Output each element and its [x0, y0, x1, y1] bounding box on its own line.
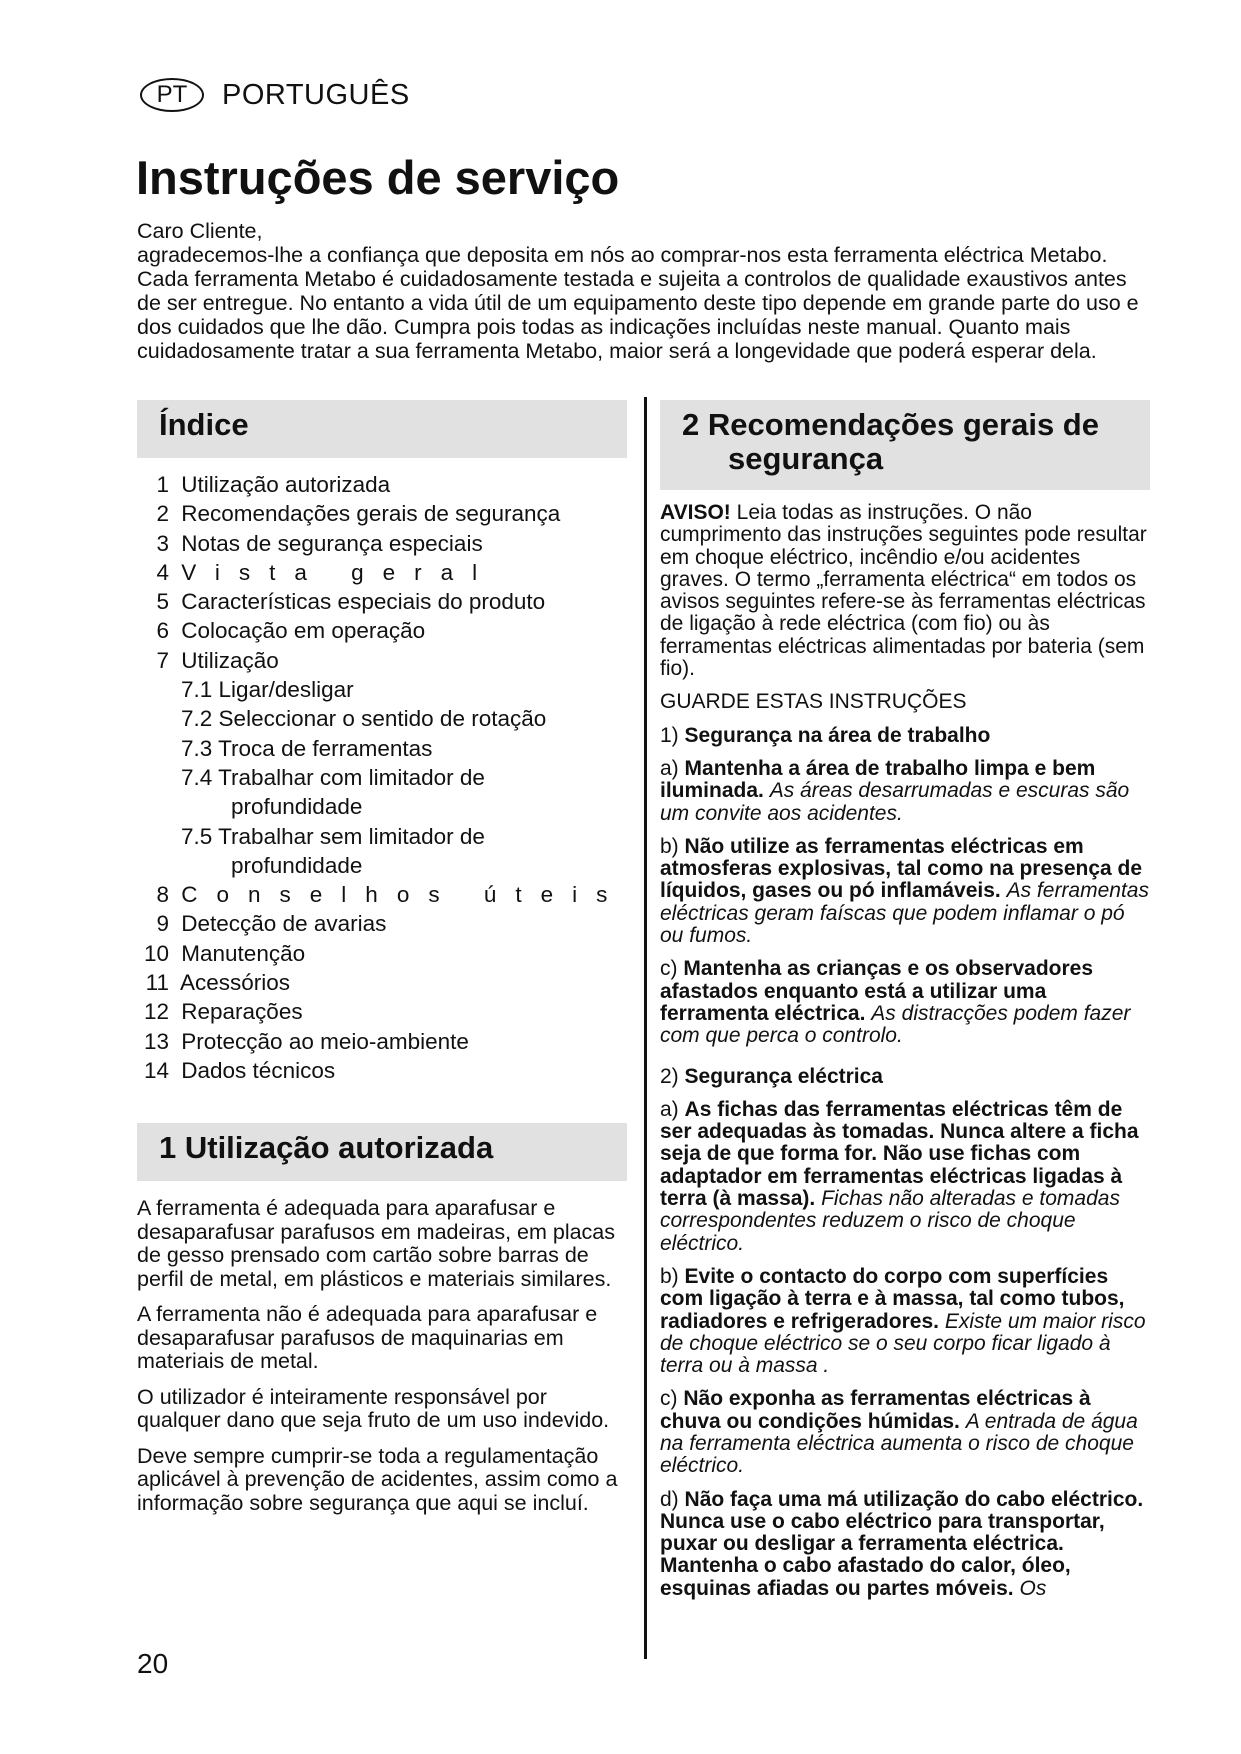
language-code-badge: PT	[140, 78, 204, 112]
toc-item-label: Conselhos úteis	[181, 882, 627, 908]
toc-item	[137, 704, 627, 733]
toc-item	[137, 529, 627, 558]
safety-item-explanation: Fichas não alteradas e tomadas correspondentes reduzem o risco de choque eléctrico.	[660, 1187, 1120, 1255]
safety-item	[660, 1388, 1150, 1477]
language-name: PORTUGUÊS	[222, 78, 410, 111]
toc-item-number: 3	[156, 530, 169, 556]
safety-item-rule: Não faça uma má utilização do cabo eléctrico. Nunca use o cabo eléctrico para transportar, puxar ou desligar a ferramenta eléctrica. Mantenha o cabo afastado do calor, óleo, esquinas afiadas ou partes móveis.	[660, 1487, 1144, 1600]
section2-heading-line2: segurança	[728, 441, 884, 476]
toc-item	[137, 675, 627, 704]
subsection-2-label: Segurança eléctrica	[684, 1064, 883, 1088]
toc-item-continuation: profundidade	[231, 794, 363, 820]
toc-item-number: 7.3	[181, 735, 213, 761]
toc-item	[137, 734, 627, 763]
toc-item	[137, 822, 627, 851]
toc-item-label: Troca de ferramentas	[218, 735, 433, 761]
safety-item-rule: Não utilize as ferramentas eléctricas em atmosferas explosivas, tal como na presença de líquidos, gases ou pó inflamáveis.	[660, 834, 1143, 903]
page-title: Instruções de serviço	[136, 151, 620, 204]
column-divider	[644, 397, 647, 1659]
right-column	[660, 400, 1150, 1611]
toc-item-label: Protecção ao meio-ambiente	[181, 1028, 469, 1054]
toc-heading-box	[137, 400, 627, 458]
subsection-1-label: Segurança na área de trabalho	[684, 723, 991, 747]
safety-item	[660, 836, 1150, 947]
toc-item-label: Seleccionar o sentido de rotação	[218, 706, 547, 732]
toc-item-number: 1	[156, 472, 169, 497]
section1-paragraph: O utilizador é inteiramente responsável por qualquer dano que seja fruto de um uso indevido.	[137, 1384, 610, 1433]
safety-item-explanation: As distracções podem fazer com que perca o controlo.	[660, 1001, 1131, 1048]
section1-body	[137, 1197, 627, 1515]
safety-item	[660, 1489, 1150, 1600]
toc-item-number: 7	[156, 647, 169, 673]
section2-heading	[682, 408, 1150, 476]
safety-item-rule: Não exponha as ferramentas eléctricas à chuva ou condições húmidas.	[660, 1387, 1091, 1433]
safety-item-letter: b)	[660, 1264, 679, 1288]
safety-item-letter: c)	[660, 957, 678, 981]
toc-item-number: 7.1	[181, 677, 213, 703]
toc-item	[137, 470, 627, 499]
toc-item-label: Trabalhar sem limitador de	[218, 823, 485, 849]
safety-item-explanation: As ferramentas eléctricas geram faíscas que podem inflamar o pó ou fumos.	[660, 879, 1149, 948]
safety-item-letter: d)	[660, 1487, 679, 1511]
page-number: 20	[137, 1648, 169, 1679]
toc-item-label: Manutenção	[181, 940, 306, 966]
safety-item	[660, 1099, 1150, 1255]
section1-heading: 1 Utilização autorizada	[159, 1130, 494, 1166]
toc-item	[137, 880, 627, 909]
toc-item-number: 2	[156, 501, 169, 527]
toc-item-number: 7.5	[181, 823, 213, 849]
subsection-2-number: 2)	[660, 1064, 679, 1088]
toc-item-label: Reparações	[181, 999, 303, 1025]
toc-item-number: 8	[156, 882, 169, 908]
toc-item	[137, 558, 627, 587]
keep-instructions: GUARDE ESTAS INSTRUÇÕES	[660, 690, 967, 714]
safety-item-rule: Mantenha a área de trabalho limpa e bem iluminada.	[660, 756, 1096, 803]
toc-item	[137, 1027, 627, 1056]
warning-text: Leia todas as instruções. O não cumprimento das instruções seguintes pode resultar em choque eléctrico, incêndio e/ou acidentes graves. O termo „ferramenta eléctrica“ em todos os avisos seguintes refere-se às ferramentas eléctricas de ligação à rede eléctrica (com fio) ou às ferramentas eléctricas alimentadas por bateria (sem fio).	[660, 501, 1147, 681]
safety-item-explanation: A entrada de água na ferramenta eléctrica aumenta o risco de choque eléctrico.	[660, 1409, 1138, 1478]
safety-item-explanation: As áreas desarrumadas e escuras são um convite aos acidentes.	[660, 779, 1130, 825]
toc-item-number: 6	[156, 618, 169, 644]
toc-item-number: 13	[143, 1028, 169, 1054]
subsection-2-title	[660, 1066, 1150, 1088]
toc-item	[137, 499, 627, 528]
warning-paragraph	[660, 502, 1150, 680]
toc-item-label: Recomendações gerais de segurança	[181, 501, 561, 527]
language-indicator	[140, 78, 410, 112]
intro-paragraph: agradecemos-lhe a confiança que deposita em nós ao comprar-nos esta ferramenta eléctrica Metabo. Cada ferramenta Metabo é cuidadosamente testada e sujeita a controlos de qualidade exaustivos antes de ser entregue. No entanto a vida útil de um equipamento deste tipo depende em grande parte do uso e dos cuidados que lhe dão. Cumpra pois todas as indicações incluídas neste manual. Quanto mais cuidadosamente tratar a sua ferramenta Metabo, maior será a longevidade que poderá esperar dela.	[137, 243, 1139, 363]
safety-item-letter: a)	[660, 1097, 679, 1121]
toc-item	[137, 616, 627, 645]
section2-heading-line1: 2 Recomendações gerais de	[682, 407, 1099, 442]
toc-item-number: 10	[143, 940, 169, 966]
toc-item-label: Características especiais do produto	[181, 589, 546, 615]
intro-text	[137, 219, 1147, 363]
toc-item-label: Vista geral	[181, 559, 497, 585]
toc-item-label: Detecção de avarias	[181, 911, 387, 937]
section1-paragraph: Deve sempre cumprir-se toda a regulamentação aplicável à prevenção de acidentes, assim como a informação sobre segurança que aqui se incluí.	[137, 1443, 618, 1515]
toc-item	[137, 997, 627, 1026]
safety-item-explanation: Existe um maior risco de choque eléctrico se o seu corpo ficar ligado à terra ou à massa .	[660, 1309, 1146, 1378]
section2-body	[660, 502, 1150, 1600]
warning-label: AVISO!	[660, 501, 731, 524]
toc-item	[137, 1056, 627, 1085]
subsection-1-list	[660, 758, 1150, 1048]
toc-item-number: 5	[156, 589, 169, 615]
toc-item-label: Ligar/desligar	[218, 677, 354, 703]
safety-item	[660, 758, 1150, 825]
toc-item-continuation: profundidade	[231, 852, 363, 878]
safety-item	[660, 1266, 1150, 1377]
toc-item-label: Utilização	[181, 647, 279, 673]
toc-item	[137, 939, 627, 968]
subsection-2-list	[660, 1099, 1150, 1600]
toc-item-number: 4	[156, 559, 169, 585]
subsection-1-number: 1)	[660, 723, 679, 747]
safety-item-letter: c)	[660, 1387, 678, 1411]
toc-item	[137, 968, 627, 997]
table-of-contents	[137, 470, 627, 1085]
safety-item-letter: b)	[660, 834, 679, 858]
safety-item	[660, 958, 1150, 1047]
toc-item-label: Utilização autorizada	[181, 472, 391, 497]
toc-item-label: Dados técnicos	[181, 1057, 336, 1083]
safety-item-rule: Mantenha as crianças e os observadores afastados enquanto está a utilizar uma ferramenta eléctrica.	[660, 957, 1094, 1025]
toc-item	[137, 909, 627, 938]
section1-heading-box	[137, 1123, 627, 1181]
safety-item-letter: a)	[660, 756, 679, 780]
section2-heading-box	[660, 400, 1150, 490]
toc-item-label: Notas de segurança especiais	[181, 530, 483, 556]
intro-salutation: Caro Cliente,	[137, 219, 263, 243]
toc-item-label: Acessórios	[180, 970, 291, 996]
left-column	[137, 400, 627, 1527]
safety-item-rule: Evite o contacto do corpo com superfícies com ligação à terra e à massa, tal como tubos, radiadores e refrigeradores.	[660, 1264, 1125, 1333]
toc-item-label: Trabalhar com limitador de	[218, 764, 485, 790]
toc-item	[137, 646, 627, 675]
section1-paragraph: A ferramenta não é adequada para aparafusar e desaparafusar parafusos de maquinarias em materiais de metal.	[137, 1302, 598, 1374]
toc-item	[137, 763, 627, 792]
toc-item	[137, 587, 627, 616]
toc-item-number: 11	[145, 970, 169, 996]
toc-item-number: 7.4	[181, 764, 213, 790]
toc-item-number: 12	[143, 999, 169, 1025]
toc-item-number: 7.2	[181, 706, 213, 732]
toc-item-label: Colocação em operação	[181, 618, 426, 644]
subsection-1-title	[660, 725, 1150, 747]
safety-item-rule: As fichas das ferramentas eléctricas têm de ser adequadas às tomadas. Nunca altere a ficha seja de que forma for. Não use fichas com adaptador em ferramentas eléctricas ligadas à terra (à massa).	[660, 1097, 1139, 1211]
toc-item-number: 14	[143, 1057, 169, 1083]
toc-item-number: 9	[156, 911, 169, 937]
safety-item-explanation: Os	[1019, 1576, 1047, 1600]
toc-heading: Índice	[159, 407, 249, 442]
section1-paragraph: A ferramenta é adequada para aparafusar e desaparafusar parafusos em madeiras, em placas de gesso prensado com cartão sobre barras de perfil de metal, em plásticos e materiais similares.	[137, 1196, 616, 1291]
